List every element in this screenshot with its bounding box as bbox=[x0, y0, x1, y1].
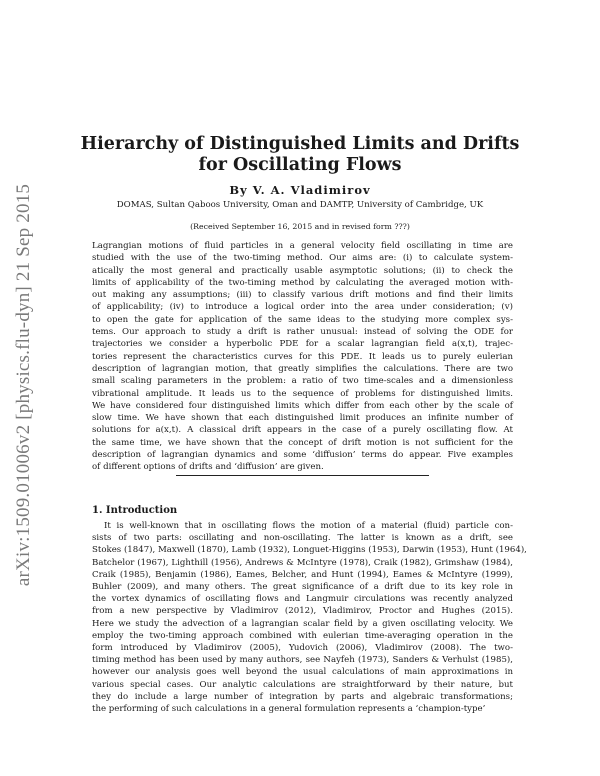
introduction-body bbox=[92, 520, 527, 715]
intro-line: employ the two-timing approach combined with eulerian time-averaging operation in the bbox=[92, 630, 513, 641]
abstract-line: atically the most general and practically usable asymptotic solutions; (ii) to check the bbox=[92, 265, 513, 276]
intro-line: timing method has been used by many authors, see Nayfeh (1973), Sanders & Verhulst (1985), bbox=[92, 655, 513, 666]
abstract-line: of applicability; (iv) to introduce a logical order into the area under consideration; (v) bbox=[92, 302, 513, 313]
abstract-line: slow time. We have shown that each distinguished limit produces an infinite number of bbox=[92, 413, 513, 424]
abstract-line: solutions for a(x,t). A classical drift appears in the case of a purely oscillating flow. At bbox=[92, 425, 513, 436]
author-name: By V. A. Vladimirov bbox=[229, 183, 371, 197]
paper-title bbox=[0, 134, 600, 176]
abstract-line: trajectories we consider a hyperbolic PDE for a scalar lagrangian field a(x,t), trajec- bbox=[92, 339, 513, 350]
abstract-line: tems. Our approach to study a drift is rather unusual: instead of solving the ODE for bbox=[92, 327, 513, 338]
intro-line: Batchelor (1967), Lighthill (1956), Andrews & McIntyre (1978), Craik (1982), Grimshaw (1984), bbox=[92, 557, 513, 568]
abstract-line: vibrational amplitude. It leads us to the sequence of problems for distinguished limits. bbox=[92, 388, 513, 399]
section-heading-introduction: 1. Introduction bbox=[92, 505, 178, 516]
abstract-line: We have considered four distinguished limits which differ from each other by the scale of bbox=[92, 400, 513, 411]
abstract-line: Lagrangian motions of fluid particles in a general velocity field oscillating in time are bbox=[92, 241, 513, 251]
abstract-line: limits of applicability of the two-timing method by calculating the averaged motion with- bbox=[92, 277, 513, 288]
intro-line: sists of two parts: oscillating and non-oscillating. The latter is known as a drift, see bbox=[92, 533, 513, 544]
title-line: for Oscillating Flows bbox=[198, 155, 402, 175]
intro-line: the vortex dynamics of oscillating flows and Langmuir circulations was recently analyzed bbox=[92, 594, 513, 605]
title-line: Hierarchy of Distinguished Limits and Drifts bbox=[80, 134, 520, 154]
arxiv-identifier-stamp bbox=[4, 150, 44, 620]
section-divider bbox=[176, 475, 429, 476]
abstract-line: to open the gate for application of the same ideas to the studying more complex sys- bbox=[92, 314, 513, 325]
intro-line: they do include a large number of integration by parts and algebraic transformations; bbox=[92, 691, 513, 702]
intro-line: Stokes (1847), Maxwell (1870), Lamb (1932), Longuet-Higgins (1953), Darwin (1953), Hunt (1964), bbox=[92, 545, 527, 556]
abstract-line: description of lagrangian motion, that greatly simplifies the calculations. There are two bbox=[92, 363, 513, 374]
abstract-line: of different options of drifts and ‘diffusion’ are given. bbox=[92, 462, 324, 473]
abstract-line: out making any assumptions; (iii) to classify various drift motions and find their limits bbox=[92, 290, 513, 301]
intro-line: Buhler (2009), and many others. The great significance of a drift due to its key role in bbox=[92, 582, 513, 593]
received-date: (Received September 16, 2015 and in revised form ???) bbox=[190, 222, 410, 231]
intro-line: Craik (1985), Benjamin (1986), Eames, Belcher, and Hunt (1994), Eames & McIntyre (1999), bbox=[92, 569, 513, 580]
author-affiliation: DOMAS, Sultan Qaboos University, Oman and DAMTP, University of Cambridge, UK bbox=[116, 200, 484, 210]
abstract-line: description of lagrangian dynamics and some ‘diffusion’ terms do appear. Five examples bbox=[92, 450, 513, 461]
abstract-line: small scaling parameters in the problem: a ratio of two time-scales and a dimensionless bbox=[92, 376, 513, 387]
intro-line: form introduced by Vladimirov (2005), Yudovich (2006), Vladimirov (2008). The two- bbox=[92, 643, 513, 654]
intro-line: however our analysis goes well beyond the usual calculations of main approximations in bbox=[92, 667, 513, 678]
intro-line: It is well-known that in oscillating flows the motion of a material (fluid) particle con- bbox=[104, 521, 513, 531]
abstract-line: studied with the use of the two-timing method. Our aims are: (i) to calculate system- bbox=[92, 253, 513, 264]
intro-line: from a new perspective by Vladimirov (2012), Vladimirov, Proctor and Hughes (2015). bbox=[92, 606, 513, 617]
abstract bbox=[92, 240, 513, 474]
intro-line: various special cases. Our analytic calculations are straightforward by their nature, but bbox=[92, 679, 513, 690]
intro-line: the performing of such calculations in a general formulation represents a ‘champion-type’ bbox=[92, 704, 486, 715]
arxiv-identifier-text: arXiv:1509.01006v2 [physics.flu-dyn] 21 Sep 2015 bbox=[13, 183, 35, 587]
abstract-line: the same time, we have shown that the concept of drift motion is not sufficient for the bbox=[92, 437, 513, 448]
abstract-line: tories represent the characteristics curves for this PDE. It leads us to purely eulerian bbox=[92, 351, 513, 362]
intro-line: Here we study the advection of a lagrangian scalar field by a given oscillating velocity. We bbox=[92, 618, 513, 629]
